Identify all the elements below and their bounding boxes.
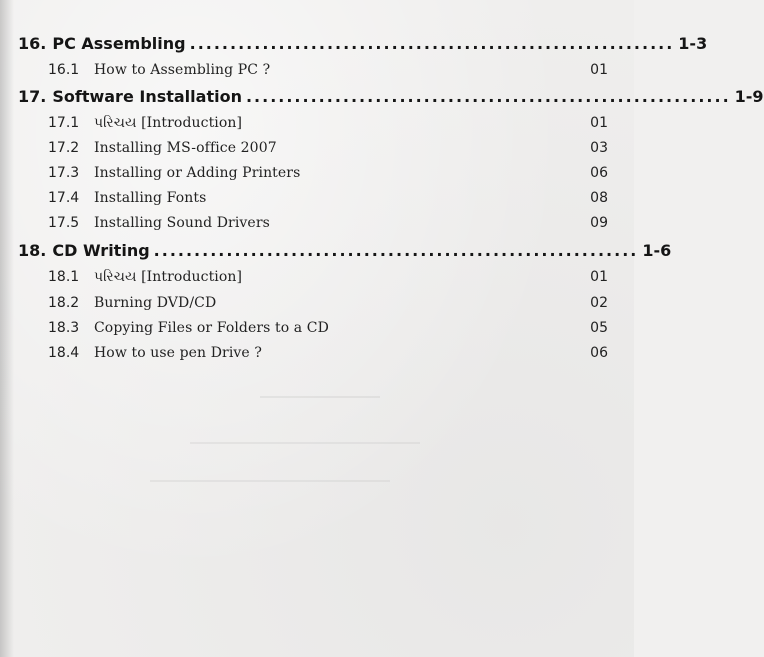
chapter-heading xyxy=(18,87,764,109)
toc-entry xyxy=(48,115,608,135)
section-page: 05 xyxy=(590,320,608,336)
chapter-pages: 1-6 xyxy=(642,241,672,260)
section-number: 17.5 xyxy=(48,215,80,231)
section-number: 18.2 xyxy=(48,295,80,311)
section-page: 01 xyxy=(590,115,608,131)
section-page: 03 xyxy=(590,140,608,156)
section-number: 17.1 xyxy=(48,115,80,131)
section-title: Copying Files or Folders to a CD xyxy=(94,320,329,336)
bleed-through-mark xyxy=(260,372,380,398)
section-page: 02 xyxy=(590,295,608,311)
section-page: 01 xyxy=(590,62,608,78)
bleed-through-mark xyxy=(150,456,390,482)
section-number: 17.3 xyxy=(48,165,80,181)
section-number: 18.3 xyxy=(48,320,80,336)
section-title: How to use pen Drive ? xyxy=(94,345,262,361)
chapter-number: 18. xyxy=(18,241,47,260)
chapter-pages: 1-3 xyxy=(678,34,708,53)
toc-entry xyxy=(48,140,608,160)
bleed-through-mark xyxy=(190,418,420,444)
toc-entry xyxy=(48,295,608,315)
toc-entry xyxy=(48,190,608,210)
section-title: Installing MS-office 2007 xyxy=(94,140,277,156)
chapter-title: Software Installation xyxy=(52,87,242,106)
section-number: 18.4 xyxy=(48,345,80,361)
chapter-title: PC Assembling xyxy=(52,34,186,53)
section-number: 16.1 xyxy=(48,62,80,78)
section-title: પરિચય [Introduction] xyxy=(94,269,243,285)
toc-entry xyxy=(48,62,608,82)
chapter-title: CD Writing xyxy=(52,241,150,260)
section-title: Installing Fonts xyxy=(94,190,207,206)
chapter-number: 16. xyxy=(18,34,47,53)
section-page: 09 xyxy=(590,215,608,231)
section-page: 08 xyxy=(590,190,608,206)
chapter-number: 17. xyxy=(18,87,47,106)
toc-entry xyxy=(48,269,608,289)
section-title: How to Assembling PC ? xyxy=(94,62,271,78)
section-title: Installing Sound Drivers xyxy=(94,215,270,231)
section-page: 06 xyxy=(590,165,608,181)
section-page: 01 xyxy=(590,269,608,285)
chapter-heading xyxy=(18,34,708,56)
toc-entry xyxy=(48,345,608,365)
section-title: Burning DVD/CD xyxy=(94,295,217,311)
section-number: 17.4 xyxy=(48,190,80,206)
section-title: પરિચય [Introduction] xyxy=(94,115,243,131)
section-page: 06 xyxy=(590,345,608,361)
section-title: Installing or Adding Printers xyxy=(94,165,301,181)
page-edge-shadow xyxy=(0,0,14,657)
chapter-pages: 1-9 xyxy=(734,87,764,106)
toc-entry xyxy=(48,165,608,185)
toc-entry xyxy=(48,320,608,340)
dot-leader: ............................................................ xyxy=(153,241,639,260)
chapter-heading xyxy=(18,241,672,263)
section-number: 18.1 xyxy=(48,269,80,285)
section-number: 17.2 xyxy=(48,140,80,156)
toc-entry xyxy=(48,215,608,235)
dot-leader: ............................................................ xyxy=(189,34,675,53)
dot-leader: ............................................................ xyxy=(245,87,731,106)
